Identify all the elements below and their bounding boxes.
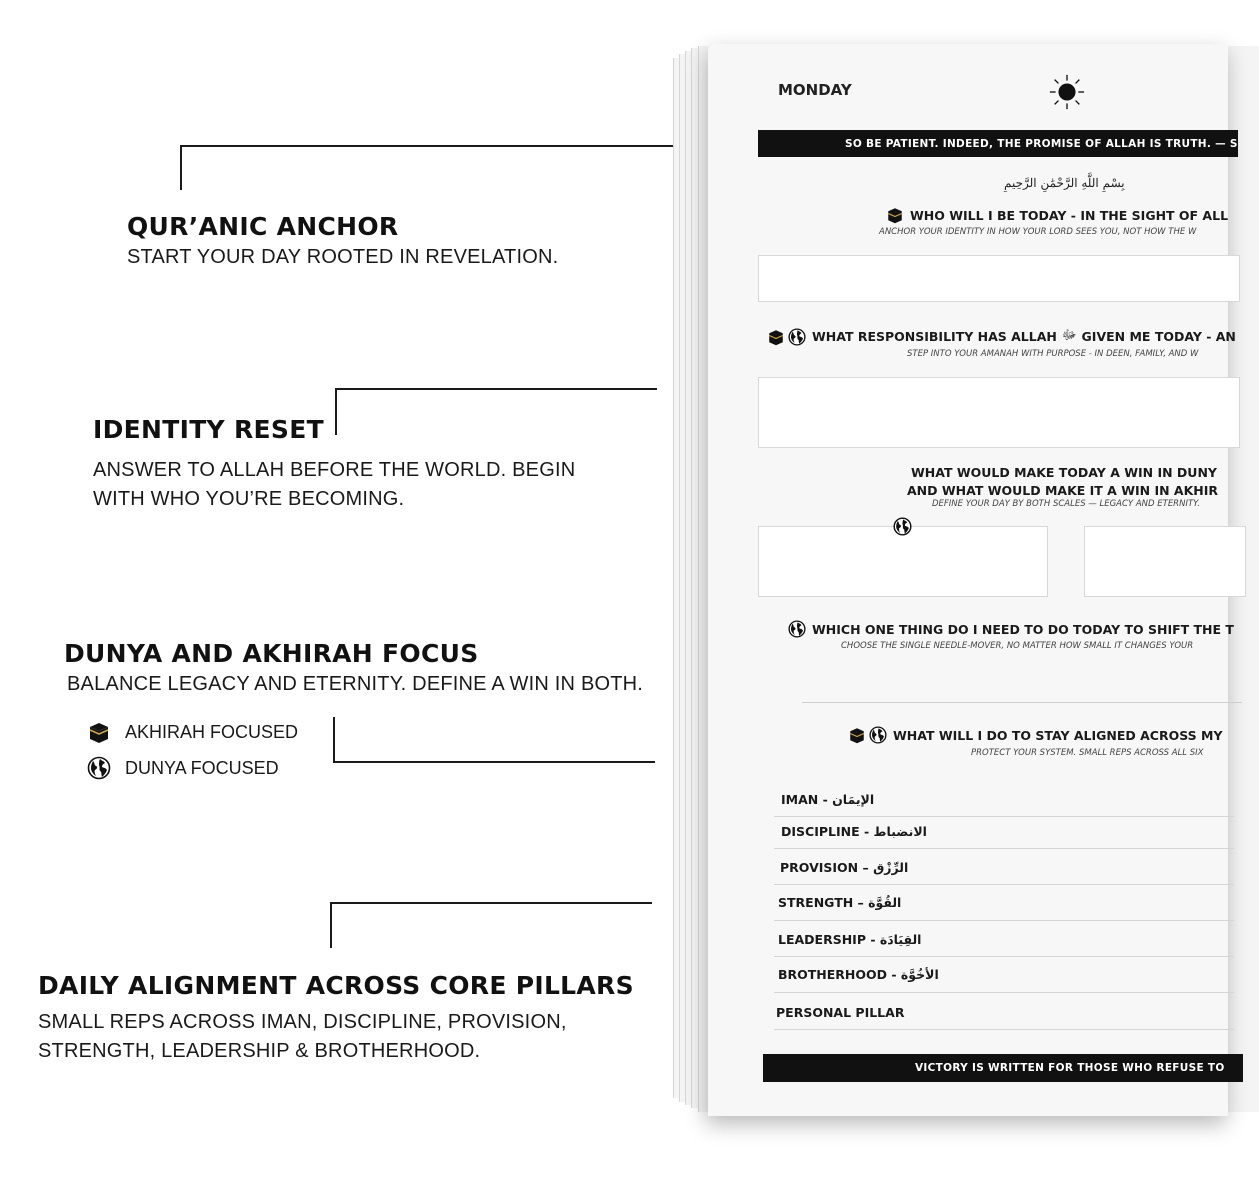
connector-line-pillars-horizontal: [330, 902, 652, 904]
connector-line-quranic-horizontal: [180, 145, 675, 147]
callout-quranic-anchor: [127, 212, 558, 272]
answer-box-dunya-win[interactable]: [758, 526, 1048, 597]
connector-line-dunya-horizontal: [333, 761, 655, 763]
question-identity: [886, 206, 1228, 224]
pillar-line[interactable]: [774, 848, 1234, 849]
legend-label: DUNYA FOCUSED: [125, 757, 279, 778]
pillar-iman: IMAN - الإيمَان: [781, 792, 875, 807]
quran-verse-banner: [758, 130, 1238, 157]
question-win-line-2: [907, 483, 1218, 498]
pillar-leadership: LEADERSHIP - القِيَادَة: [778, 932, 922, 947]
pillar-personal: PERSONAL PILLAR: [776, 1005, 905, 1020]
question-responsibility: [767, 327, 1236, 346]
kaaba-icon: [886, 206, 904, 224]
question-subtitle: STEP INTO YOUR AMANAH WITH PURPOSE - IN DEEN, FAMILY, AND W: [907, 349, 1199, 359]
legend-label: AKHIRAH FOCUSED: [125, 721, 299, 742]
pillar-line[interactable]: [774, 884, 1234, 885]
question-text: WHICH ONE THING DO I NEED TO DO TODAY TO SHIFT THE T: [812, 621, 1234, 637]
question-win-line-1: [911, 465, 1217, 480]
question-subtitle: PROTECT YOUR SYSTEM. SMALL REPS ACROSS ALL SIX: [971, 748, 1204, 758]
planner-page: [708, 44, 1238, 1116]
callout-description-line-1: ANSWER TO ALLAH BEFORE THE WORLD. BEGIN: [93, 459, 576, 481]
callout-description-line-2: WITH WHO YOU’RE BECOMING.: [93, 488, 405, 510]
callout-description: START YOUR DAY ROOTED IN REVELATION.: [127, 246, 559, 268]
connector-line-pillars-vertical: [330, 903, 332, 948]
pillar-strength: STRENGTH – القُوَّة: [778, 895, 902, 910]
globe-icon: [87, 756, 111, 780]
answer-line-one-thing[interactable]: [802, 702, 1242, 703]
pillar-line[interactable]: [774, 992, 1234, 993]
connector-line-dunya-vertical: [333, 717, 335, 763]
pillar-line[interactable]: [774, 1029, 1234, 1030]
legend-item-dunya: [87, 756, 279, 780]
day-label: MONDAY: [778, 81, 852, 99]
question-text: AND WHAT WOULD MAKE IT A WIN IN AKHIR: [907, 483, 1219, 498]
connector-line-identity-horizontal: [335, 388, 657, 390]
callout-daily-alignment: [38, 971, 634, 1066]
globe-icon: [788, 328, 806, 346]
pillar-provision: PROVISION – الرِّزْق: [780, 860, 909, 875]
question-text: WHAT WOULD MAKE TODAY A WIN IN DUNY: [911, 465, 1217, 480]
question-one-thing: [788, 620, 1234, 638]
kaaba-icon: [87, 720, 111, 744]
question-subtitle: DEFINE YOUR DAY BY BOTH SCALES — LEGACY AND ETERNITY.: [932, 499, 1200, 509]
globe-icon: [788, 620, 806, 638]
pillar-line[interactable]: [774, 920, 1234, 921]
callout-identity-reset: [93, 415, 575, 514]
pillar-discipline: DISCIPLINE - الانضباط: [781, 824, 927, 839]
connector-line-quranic-vertical: [180, 146, 182, 190]
answer-box-responsibility[interactable]: [758, 377, 1240, 448]
basmala: بِسْمِ اللَّهِ الرَّحْمَٰنِ الرَّحِيمِ: [1004, 176, 1125, 190]
legend-item-akhirah: [87, 720, 298, 744]
question-text: WHAT WILL I DO TO STAY ALIGNED ACROSS MY: [893, 727, 1223, 743]
sun-icon: [1048, 73, 1086, 111]
pillar-line[interactable]: [774, 956, 1234, 957]
question-subtitle: CHOOSE THE SINGLE NEEDLE-MOVER, NO MATTER HOW SMALL IT CHANGES YOUR: [841, 641, 1194, 651]
globe-icon: [893, 517, 912, 536]
banner-text: VICTORY IS WRITTEN FOR THOSE WHO REFUSE TO: [915, 1062, 1225, 1074]
callout-dunya-akhirah: [64, 639, 643, 699]
callout-title: DAILY ALIGNMENT ACROSS CORE PILLARS: [38, 971, 634, 1000]
kaaba-icon: [848, 726, 866, 744]
question-text: WHO WILL I BE TODAY - IN THE SIGHT OF ALL: [910, 207, 1229, 223]
answer-box-identity[interactable]: [758, 255, 1240, 302]
question-text-part-1: WHAT RESPONSIBILITY HAS ALLAH: [812, 329, 1057, 344]
callout-description-line-1: SMALL REPS ACROSS IMAN, DISCIPLINE, PROVISION,: [38, 1011, 567, 1033]
question-alignment: [848, 726, 1223, 744]
honorific-glyph: ﷻ: [1061, 328, 1077, 343]
callout-title: IDENTITY RESET: [93, 415, 324, 444]
callout-description: BALANCE LEGACY AND ETERNITY. DEFINE A WIN IN BOTH.: [67, 673, 644, 695]
callout-description-line-2: STRENGTH, LEADERSHIP & BROTHERHOOD.: [38, 1040, 481, 1062]
globe-icon: [869, 726, 887, 744]
callout-title: DUNYA AND AKHIRAH FOCUS: [64, 639, 479, 668]
question-subtitle: ANCHOR YOUR IDENTITY IN HOW YOUR LORD SEES YOU, NOT HOW THE W: [879, 227, 1197, 237]
banner-text: SO BE PATIENT. INDEED, THE PROMISE OF ALLAH IS TRUTH. — S: [845, 137, 1238, 150]
pillar-line[interactable]: [774, 816, 1234, 817]
kaaba-icon: [767, 328, 785, 346]
callout-title: QUR’ANIC ANCHOR: [127, 212, 399, 241]
pillar-brotherhood: BROTHERHOOD - الأخُوَّة: [778, 967, 939, 982]
victory-banner: [763, 1054, 1243, 1082]
question-text-part-2: GIVEN ME TODAY - AN: [1081, 329, 1236, 344]
answer-box-akhirah-win[interactable]: [1084, 526, 1246, 597]
